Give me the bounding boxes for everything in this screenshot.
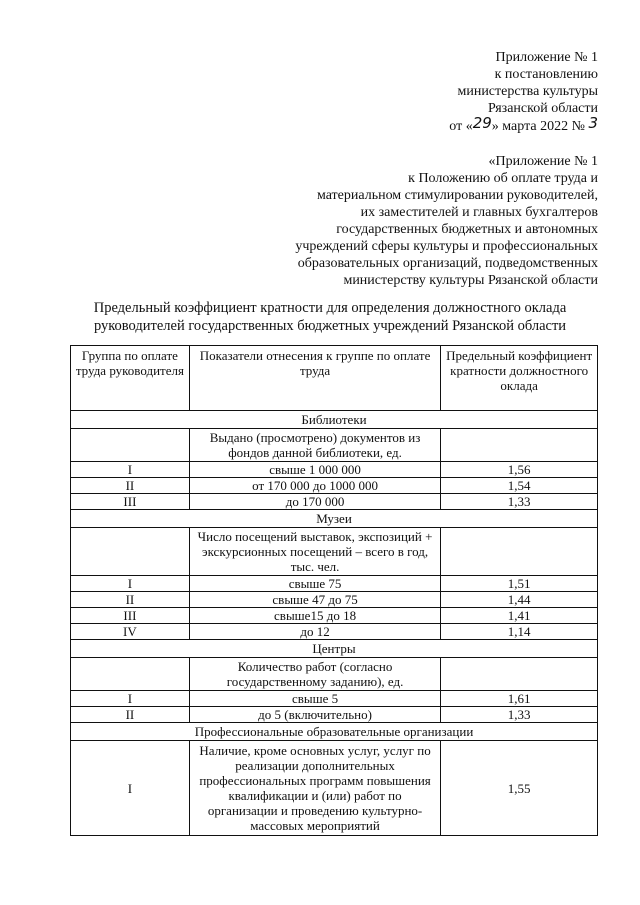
indicator-cell: свыше15 до 18 — [189, 608, 440, 624]
regulation-reference — [295, 153, 598, 289]
group-cell: I — [71, 576, 190, 592]
section-title: Центры — [71, 640, 598, 658]
value-cell: 1,41 — [441, 608, 598, 624]
regulation-line: учреждений сферы культуры и профессиональных — [295, 239, 598, 254]
table-row — [71, 592, 598, 608]
appendix-header — [449, 49, 598, 135]
group-cell: I — [71, 462, 190, 478]
table-row — [71, 462, 598, 478]
table-row — [71, 624, 598, 640]
indicator-cell: до 170 000 — [189, 494, 440, 510]
appendix-line: к постановлению — [494, 67, 598, 82]
indicator-cell: Наличие, кроме основных услуг, услуг по реализации дополнительных профессиональных программ повышения квалификации и (или) работ по организации и проведению культурно-массовых мероприятий — [189, 741, 440, 836]
section-title: Музеи — [71, 510, 598, 528]
indicator-cell: свыше 1 000 000 — [189, 462, 440, 478]
table-row — [71, 494, 598, 510]
value-cell: 1,33 — [441, 494, 598, 510]
group-cell: IV — [71, 624, 190, 640]
group-cell: I — [71, 691, 190, 707]
appendix-line: Рязанской области — [487, 101, 598, 116]
date-prefix: от « — [449, 119, 473, 134]
criterion-row — [71, 658, 598, 691]
criterion-text: Количество работ (согласно государственному заданию), ед. — [189, 658, 440, 691]
handwritten-day: 29 — [472, 114, 492, 132]
section-row — [71, 640, 598, 658]
section-row — [71, 723, 598, 741]
criterion-text: Число посещений выставок, экспозиций + экскурсионных посещений – всего в год, тыс. чел. — [189, 528, 440, 576]
appendix-line: министерства культуры — [457, 84, 598, 99]
group-cell: I — [71, 741, 190, 836]
table-row — [71, 691, 598, 707]
criterion-row — [71, 429, 598, 462]
section-row — [71, 411, 598, 429]
table-row — [71, 576, 598, 592]
header-group: Группа по оплате труда руководителя — [71, 346, 190, 411]
criterion-row — [71, 528, 598, 576]
indicator-cell: свыше 47 до 75 — [189, 592, 440, 608]
indicator-cell: до 5 (включительно) — [189, 707, 440, 723]
empty-cell — [441, 528, 598, 576]
empty-cell — [71, 658, 190, 691]
value-cell: 1,54 — [441, 478, 598, 494]
empty-cell — [71, 528, 190, 576]
empty-cell — [441, 429, 598, 462]
value-cell: 1,33 — [441, 707, 598, 723]
regulation-line: «Приложение № 1 — [488, 154, 598, 169]
indicator-cell: свыше 5 — [189, 691, 440, 707]
regulation-line: их заместителей и главных бухгалтеров — [360, 205, 598, 220]
title-line: Предельный коэффициент кратности для определения должностного оклада — [93, 300, 567, 316]
value-cell: 1,51 — [441, 576, 598, 592]
document-title — [70, 299, 590, 335]
date-mid: » марта 2022 № — [491, 119, 585, 134]
indicator-cell: до 12 — [189, 624, 440, 640]
regulation-line: образовательных организаций, подведомственных — [297, 256, 598, 271]
group-cell: III — [71, 608, 190, 624]
regulation-line: государственных бюджетных и автономных — [336, 222, 598, 237]
table-row — [71, 478, 598, 494]
title-line: руководителей государственных бюджетных учреждений Рязанской области — [93, 318, 567, 334]
table-row — [71, 608, 598, 624]
group-cell: II — [71, 707, 190, 723]
group-cell: III — [71, 494, 190, 510]
appendix-date-line — [449, 114, 598, 135]
handwritten-number: 3 — [588, 114, 598, 132]
value-cell: 1,56 — [441, 462, 598, 478]
header-coefficient: Предельный коэффициент кратности должностного оклада — [441, 346, 598, 411]
regulation-line: материальном стимулировании руководителей, — [316, 188, 598, 203]
value-cell: 1,61 — [441, 691, 598, 707]
section-title: Профессиональные образовательные организации — [71, 723, 598, 741]
indicator-cell: свыше 75 — [189, 576, 440, 592]
section-row — [71, 510, 598, 528]
group-cell: II — [71, 478, 190, 494]
empty-cell — [71, 429, 190, 462]
group-cell: II — [71, 592, 190, 608]
value-cell: 1,55 — [441, 741, 598, 836]
empty-cell — [441, 658, 598, 691]
value-cell: 1,44 — [441, 592, 598, 608]
coefficient-table — [70, 345, 598, 836]
table-row — [71, 707, 598, 723]
regulation-line: министерству культуры Рязанской области — [343, 273, 598, 288]
indicator-cell: от 170 000 до 1000 000 — [189, 478, 440, 494]
table-header-row — [71, 346, 598, 411]
criterion-text: Выдано (просмотрено) документов из фондов данной библиотеки, ед. — [189, 429, 440, 462]
regulation-line: к Положению об оплате труда и — [408, 171, 598, 186]
value-cell: 1,14 — [441, 624, 598, 640]
table-row — [71, 741, 598, 836]
section-title: Библиотеки — [71, 411, 598, 429]
appendix-line: Приложение № 1 — [495, 50, 598, 65]
header-indicators: Показатели отнесения к группе по оплате труда — [189, 346, 440, 411]
